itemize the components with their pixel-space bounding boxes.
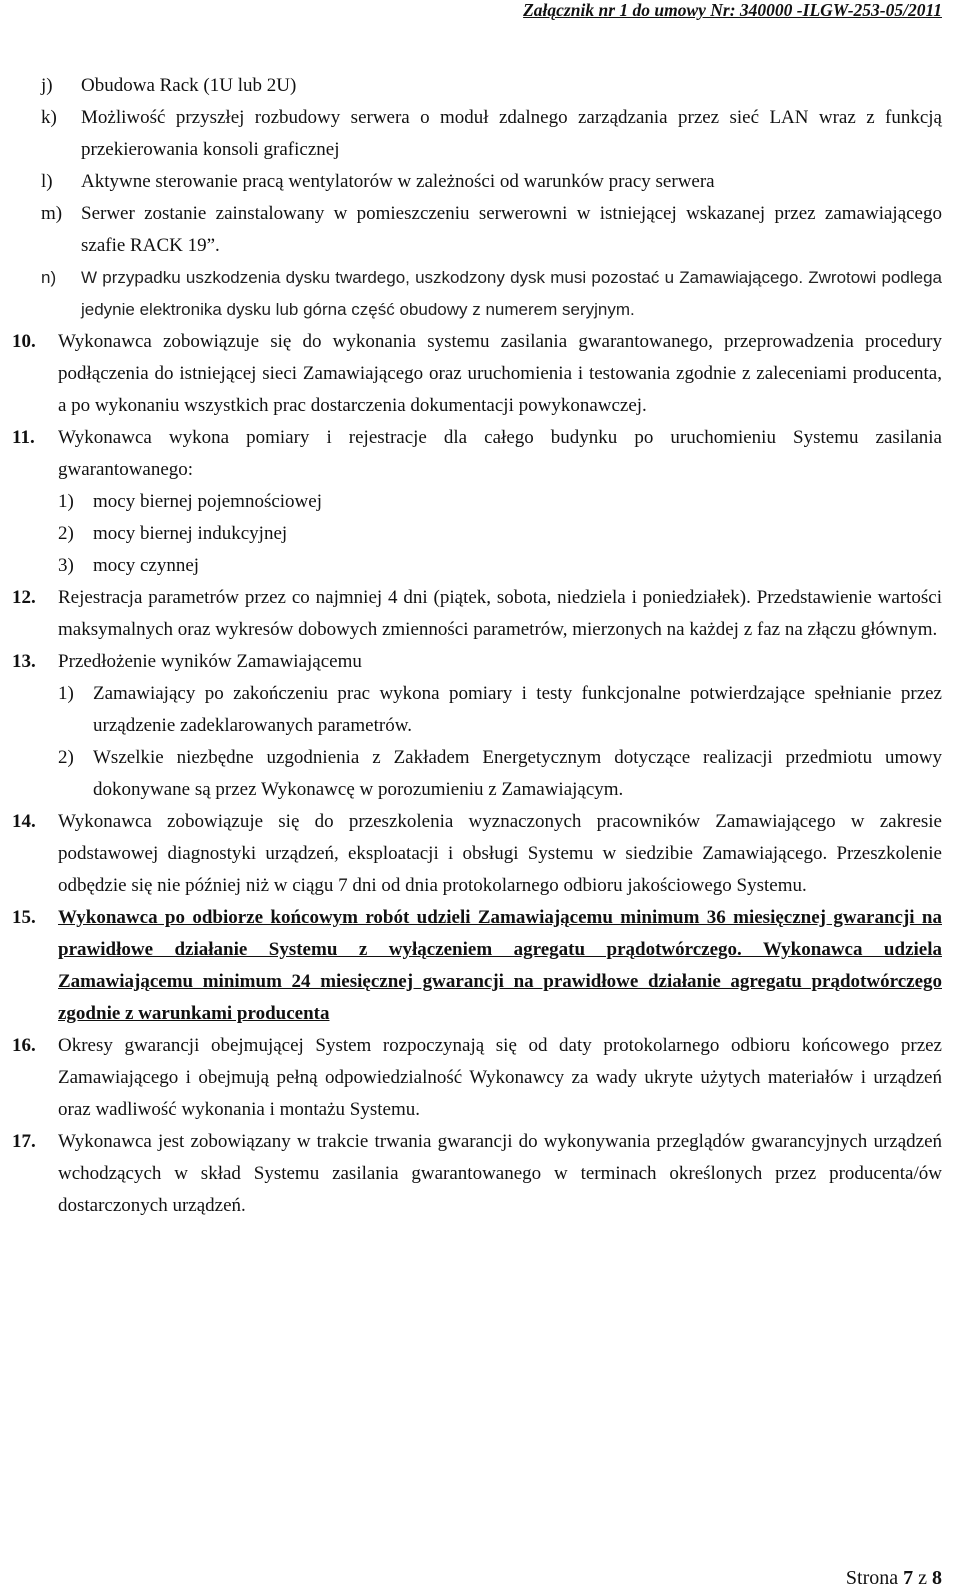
sub-item <box>12 678 942 742</box>
paragraph-number: 17. <box>12 1131 36 1152</box>
paragraph-number: 10. <box>12 331 36 352</box>
list-item <box>12 262 942 326</box>
total-pages: 8 <box>932 1567 942 1589</box>
item-number: m) <box>41 203 63 224</box>
item-text: Aktywne sterowanie pracą wentylatorów w zależności od warunków pracy serwera <box>81 171 715 192</box>
current-page: 7 <box>903 1567 914 1589</box>
numbered-paragraph <box>12 1030 942 1126</box>
item-number: l) <box>41 171 53 192</box>
paragraph-number: 16. <box>12 1035 36 1056</box>
sub-item-text: mocy biernej indukcyjnej <box>93 523 288 544</box>
paragraph-text: Wykonawca jest zobowiązany w trakcie trwania gwarancji do wykonywania przeglądów gwarancyjnych urządzeń wchodzących w skład Systemu zasilania gwarantowanego w terminach określonych przez producenta/ów dostarczonych urządzeń. <box>58 1131 942 1216</box>
numbered-paragraph <box>12 422 942 486</box>
sub-item-text: Zamawiający po zakończeniu prac wykona pomiary i testy funkcjonalne potwierdzające spełnianie przez urządzenie zadeklarowanych parametrów. <box>93 683 942 736</box>
numbered-paragraph <box>12 582 942 646</box>
item-text: Obudowa Rack (1U lub 2U) <box>81 75 297 96</box>
numbered-paragraph <box>12 326 942 422</box>
document-header: Załącznik nr 1 do umowy Nr: 340000 -ILGW-253-05/2011 <box>523 0 942 20</box>
paragraph-text: Wykonawca wykona pomiary i rejestracje dla całego budynku po uruchomieniu Systemu zasilania gwarantowanego: <box>58 427 942 480</box>
paragraph-number: 15. <box>12 907 36 928</box>
sub-item-text: Wszelkie niezbędne uzgodnienia z Zakładem Energetycznym dotyczące realizacji przedmiotu umowy dokonywane są przez Wykonawcę w porozumieniu z Zamawiającym. <box>93 747 942 800</box>
paragraph-text: Rejestracja parametrów przez co najmniej 4 dni (piątek, sobota, niedziela i poniedziałek). Przedstawienie wartości maksymalnych oraz wykresów dobowych zmienności parametrów, mierzonych na każdej z faz na złączu głównym. <box>58 587 942 640</box>
sub-item-text: mocy czynnej <box>93 555 200 576</box>
item-number: j) <box>41 75 53 96</box>
item-number: n) <box>41 268 57 287</box>
list-item <box>12 102 942 166</box>
sub-item-number: 3) <box>58 555 74 576</box>
paragraph-text: Okresy gwarancji obejmującej System rozpoczynają się od daty protokolarnego odbioru końcowego przez Zamawiającego i obejmują pełną odpowiedzialność Wykonawcy za wady ukryte użytych materiałów i urządzeń oraz wadliwość wykonania i montażu Systemu. <box>58 1035 942 1120</box>
sub-item-number: 2) <box>58 523 74 544</box>
list-item <box>12 70 942 102</box>
page-label: Strona <box>845 1567 899 1589</box>
paragraph-number: 13. <box>12 651 36 672</box>
page-number <box>846 1567 942 1590</box>
paragraph-number: 12. <box>12 587 36 608</box>
sub-item-text: mocy biernej pojemnościowej <box>93 491 322 512</box>
sub-item <box>12 742 942 806</box>
paragraph-number: 11. <box>12 427 35 448</box>
paragraph-text: Wykonawca zobowiązuje się do wykonania systemu zasilania gwarantowanego, przeprowadzenia procedury podłączenia do istniejącej sieci Zamawiającego oraz uruchomienia i testowania zgodnie z zaleceniami producenta, a po wykonaniu wszystkich prac dostarczenia dokumentacji powykonawczej. <box>58 331 942 416</box>
numbered-paragraph <box>12 646 942 678</box>
list-item <box>12 198 942 262</box>
paragraph-text: Wykonawca zobowiązuje się do przeszkolenia wyznaczonych pracowników Zamawiającego w zakresie podstawowej diagnostyki urządzeń, eksploatacji i obsługi Systemu w siedzibie Zamawiającego. Przeszkolenie odbędzie się nie później niż w ciągu 7 dni od dnia protokolarnego odbioru jakościowego Systemu. <box>58 811 942 896</box>
paragraph-text: Przedłożenie wyników Zamawiającemu <box>58 651 362 672</box>
page-separator: z <box>918 1567 927 1589</box>
sub-item-number: 2) <box>58 747 74 768</box>
item-number: k) <box>41 107 57 128</box>
sub-item <box>12 518 942 550</box>
sub-item-number: 1) <box>58 683 74 704</box>
numbered-paragraph <box>12 806 942 902</box>
sub-item <box>12 550 942 582</box>
sub-item-number: 1) <box>58 491 74 512</box>
item-text: Możliwość przyszłej rozbudowy serwera o moduł zdalnego zarządzania przez sieć LAN wraz z funkcją przekierowania konsoli graficznej <box>81 107 942 160</box>
list-item <box>12 166 942 198</box>
document-body <box>12 70 942 1222</box>
warranty-text: Wykonawca po odbiorze końcowym robót udzieli Zamawiającemu minimum 36 miesięcznej gwarancji na prawidłowe działanie Systemu z wyłączeniem agregatu prądotwórczego. Wykonawca udziela Zamawiającemu minimum 24 miesięcznej gwarancji na prawidłowe działanie agregatu prądotwórczego zgodnie z warunkami producenta <box>58 907 942 1024</box>
numbered-paragraph <box>12 1126 942 1222</box>
item-text: Serwer zostanie zainstalowany w pomieszczeniu serwerowni w istniejącej wskazanej przez zamawiającego szafie RACK 19”. <box>81 203 942 256</box>
item-text: W przypadku uszkodzenia dysku twardego, uszkodzony dysk musi pozostać u Zamawiającego. Zwrotowi podlega jedynie elektronika dysku lub górna część obudowy z numerem seryjnym. <box>81 268 942 319</box>
paragraph-number: 14. <box>12 811 36 832</box>
numbered-paragraph-warranty <box>12 902 942 1030</box>
sub-item <box>12 486 942 518</box>
